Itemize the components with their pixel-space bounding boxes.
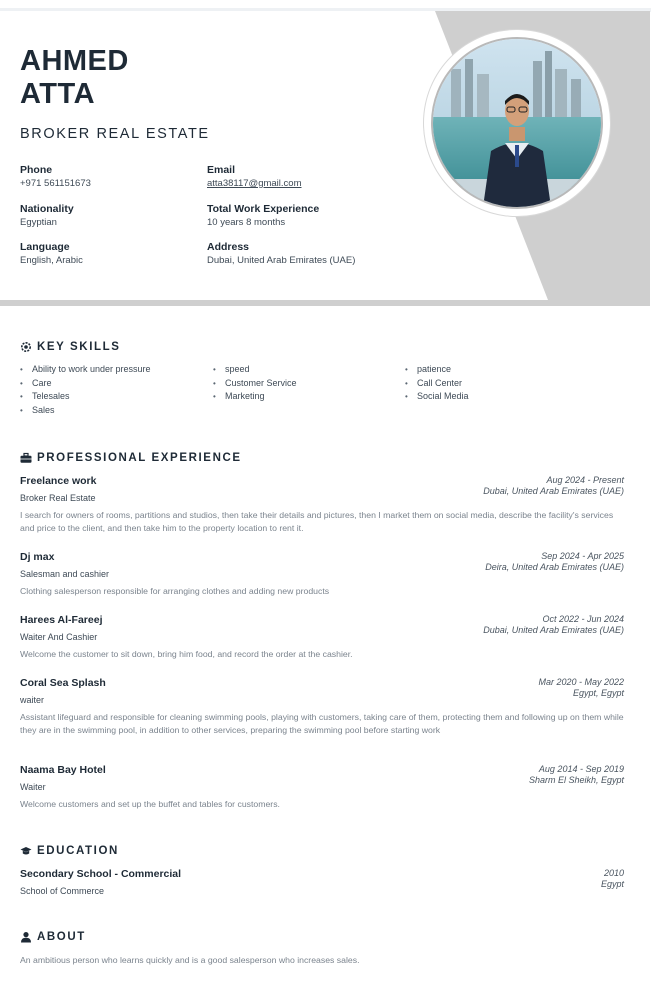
language-label: Language	[20, 241, 70, 253]
job-description: I search for owners of rooms, partitions and studios, then take their details and pictures, then I market them on social media, describe the facility's services and price to the client, and then take him to the property location to rent it.	[20, 510, 614, 533]
job-meta	[483, 475, 624, 497]
skill-item: • speed	[213, 363, 297, 377]
name-line-2: ATTA	[20, 78, 96, 110]
language-block	[20, 241, 83, 267]
email-label: Email	[207, 164, 236, 176]
briefcase-icon	[20, 452, 32, 464]
job-meta	[485, 551, 624, 573]
email-block	[207, 164, 302, 190]
experience-item	[20, 677, 624, 736]
skill-item: • Care	[20, 377, 151, 391]
address-label: Address	[207, 241, 250, 253]
job-description: Clothing salesperson responsible for arranging clothes and adding new products	[20, 586, 330, 596]
skill-item: • Call Center	[405, 377, 469, 391]
job-dates: Oct 2022 - Jun 2024	[542, 614, 624, 624]
about-heading	[20, 931, 86, 943]
company-name: Coral Sea Splash	[20, 677, 106, 689]
email-link[interactable]: atta38117@gmail.com	[207, 178, 302, 189]
job-location: Egypt, Egypt	[572, 688, 624, 698]
gear-icon	[20, 341, 32, 353]
nationality-label: Nationality	[20, 203, 74, 215]
education-heading	[20, 845, 119, 857]
job-title: BROKER REAL ESTATE	[20, 126, 210, 142]
job-dates: Mar 2020 - May 2022	[538, 677, 624, 687]
education-title: EDUCATION	[37, 845, 119, 857]
position-title: Broker Real Estate	[20, 493, 96, 503]
position-title: Waiter And Cashier	[20, 632, 98, 642]
skill-item: • patience	[405, 363, 469, 377]
user-icon	[20, 931, 32, 943]
work-experience-label: Total Work Experience	[207, 203, 320, 215]
phone-value: +971 561151673	[20, 178, 91, 189]
nationality-value: Egyptian	[20, 217, 57, 228]
company-name: Naama Bay Hotel	[20, 764, 106, 776]
position-title: Waiter	[20, 782, 46, 792]
skill-item: • Telesales	[20, 390, 151, 404]
job-meta	[529, 764, 624, 786]
name-line-1: AHMED	[20, 45, 129, 77]
position-title: waiter	[20, 695, 45, 705]
position-title: Salesman and cashier	[20, 569, 110, 579]
experience-item	[20, 614, 624, 661]
education-item	[20, 868, 624, 897]
phone-block	[20, 164, 91, 190]
skills-column-3	[405, 363, 469, 404]
about-title: ABOUT	[37, 931, 86, 943]
work-experience-block	[207, 203, 319, 229]
job-dates: Aug 2024 - Present	[546, 475, 624, 485]
skill-item: • Customer Service	[213, 377, 297, 391]
address-value: Dubai, United Arab Emirates (UAE)	[207, 255, 356, 266]
job-location: Dubai, United Arab Emirates (UAE)	[483, 625, 624, 635]
skills-column-1	[20, 363, 151, 417]
job-meta	[538, 677, 624, 699]
experience-item	[20, 551, 624, 598]
experience-item	[20, 764, 624, 811]
company-name: Freelance work	[20, 475, 97, 487]
company-name: Dj max	[20, 551, 55, 563]
about-text: An ambitious person who learns quickly and is a good salesperson who increases sales.	[20, 955, 360, 965]
skill-item: • Ability to work under pressure	[20, 363, 151, 377]
job-dates: Sep 2024 - Apr 2025	[541, 551, 624, 561]
job-description: Welcome customers and set up the buffet and tables for customers.	[20, 799, 280, 809]
address-block	[207, 241, 355, 267]
experience-title: PROFESSIONAL EXPERIENCE	[37, 452, 242, 464]
job-location: Deira, United Arab Emirates (UAE)	[485, 562, 624, 572]
job-location: Dubai, United Arab Emirates (UAE)	[483, 486, 624, 496]
company-name: Harees Al-Fareej	[20, 614, 103, 626]
education-meta	[601, 868, 624, 890]
education-location: Egypt	[600, 879, 624, 889]
key-skills-title: KEY SKILLS	[37, 341, 121, 353]
experience-item	[20, 475, 624, 534]
job-location: Sharm El Sheikh, Egypt	[528, 775, 624, 785]
job-description: Assistant lifeguard and responsible for cleaning swimming pools, playing with customers, taking care of them, protecting them and following up on them while they are in the swimming pool, in addition to other services, preparing the swimming pool before starting work	[20, 712, 624, 735]
job-meta	[483, 614, 624, 636]
profile-photo-frame	[424, 30, 610, 216]
school-name: School of Commerce	[20, 886, 105, 896]
job-dates: Aug 2014 - Sep 2019	[538, 764, 624, 774]
work-experience-value: 10 years 8 months	[207, 217, 286, 228]
graduation-cap-icon	[20, 845, 32, 857]
education-year: 2010	[603, 868, 624, 878]
phone-label: Phone	[20, 164, 53, 176]
candidate-name	[20, 45, 129, 111]
experience-heading	[20, 452, 242, 464]
key-skills-heading	[20, 341, 121, 353]
degree-name: Secondary School - Commercial	[20, 868, 182, 880]
language-value: English, Arabic	[20, 255, 83, 266]
nationality-block	[20, 203, 74, 229]
skill-item: • Sales	[20, 404, 151, 418]
skill-item: • Marketing	[213, 390, 297, 404]
job-description: Welcome the customer to sit down, bring him food, and record the order at the cashier.	[20, 649, 353, 659]
skills-column-2	[213, 363, 297, 404]
skill-item: • Social Media	[405, 390, 469, 404]
profile-photo	[431, 37, 603, 209]
